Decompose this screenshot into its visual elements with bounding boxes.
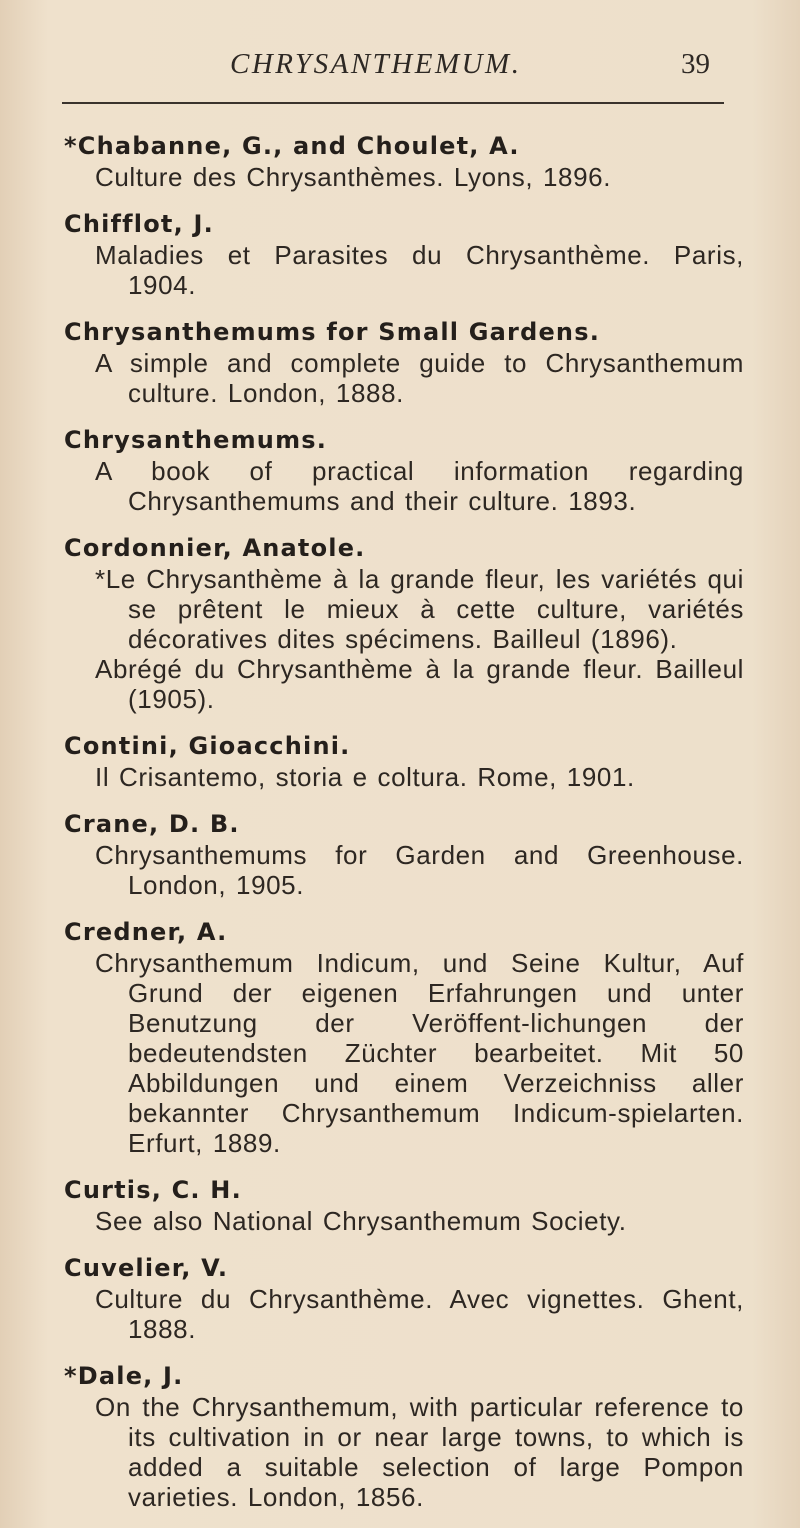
entry-author: Curtis, C. H. [64,1176,242,1204]
entry-work: Maladies et Parasites du Chrysanthème. Paris, 1904. [95,240,744,300]
bibliography-list [64,130,744,1528]
entry-work: On the Chrysanthemum, with particular reference to its cultivation in or near large towns, to which is added a suitable selection of large Pompon varieties. London, 1856. [95,1392,744,1512]
entry-work: See also National Chrysanthemum Society. [95,1206,627,1236]
entry-work: Culture du Chrysanthème. Avec vignettes. Ghent, 1888. [95,1284,744,1344]
bibliography-entry [64,424,744,516]
bibliography-entry [64,316,744,408]
bibliography-entry [64,1252,744,1344]
entry-author: Contini, Gioacchini. [64,732,351,760]
bibliography-entry [64,532,744,714]
bibliography-entry [64,916,744,1158]
entry-work: *Le Chrysanthème à la grande fleur, les variétés qui se prêtent le mieux à cette culture, variétés décoratives dites spécimens. Bailleul (1896). [95,564,744,654]
entry-author: Chrysanthemums for Small Gardens. [64,318,601,346]
bibliography-entry [64,208,744,300]
entry-work: Culture des Chrysanthèmes. Lyons, 1896. [95,162,612,192]
entry-author: Credner, A. [64,918,228,946]
bibliography-entry [64,808,744,900]
bibliography-entry [64,130,744,192]
running-head [0,48,800,88]
entry-author: Crane, D. B. [64,810,240,838]
entry-work: Chrysanthemums for Garden and Greenhouse. London, 1905. [95,840,744,900]
entry-work: Chrysanthemum Indicum, und Seine Kultur, Auf Grund der eigenen Erfahrungen und unter Benutzung der Veröffent-lichungen der bedeutendsten Züchter bearbeitet. Mit 50 Abbildungen und einem Verzeichniss aller bekannter Chrysanthemum Indicum-spielarten. Erfurt, 1889. [95,948,744,1158]
entry-author: Chifflot, J. [64,210,214,238]
entry-work: A simple and complete guide to Chrysanthemum culture. London, 1888. [95,348,744,408]
header-rule [62,102,724,104]
entry-author: *Chabanne, G., and Choulet, A. [64,132,520,160]
entry-author: Cordonnier, Anatole. [64,534,366,562]
running-title: CHRYSANTHEMUM. [230,48,522,80]
bibliography-entry [64,1174,744,1236]
page-number: 39 [681,48,710,80]
entry-author: Cuvelier, V. [64,1254,229,1282]
entry-work: A book of practical information regarding Chrysanthemums and their culture. 1893. [95,456,744,516]
entry-work: Abrégé du Chrysanthème à la grande fleur. Bailleul (1905). [95,654,744,714]
entry-author: *Dale, J. [64,1362,184,1390]
entry-author: Chrysanthemums. [64,426,328,454]
bibliography-entry [64,1360,744,1512]
bibliography-entry [64,730,744,792]
entry-work: Il Crisantemo, storia e coltura. Rome, 1901. [95,762,635,792]
